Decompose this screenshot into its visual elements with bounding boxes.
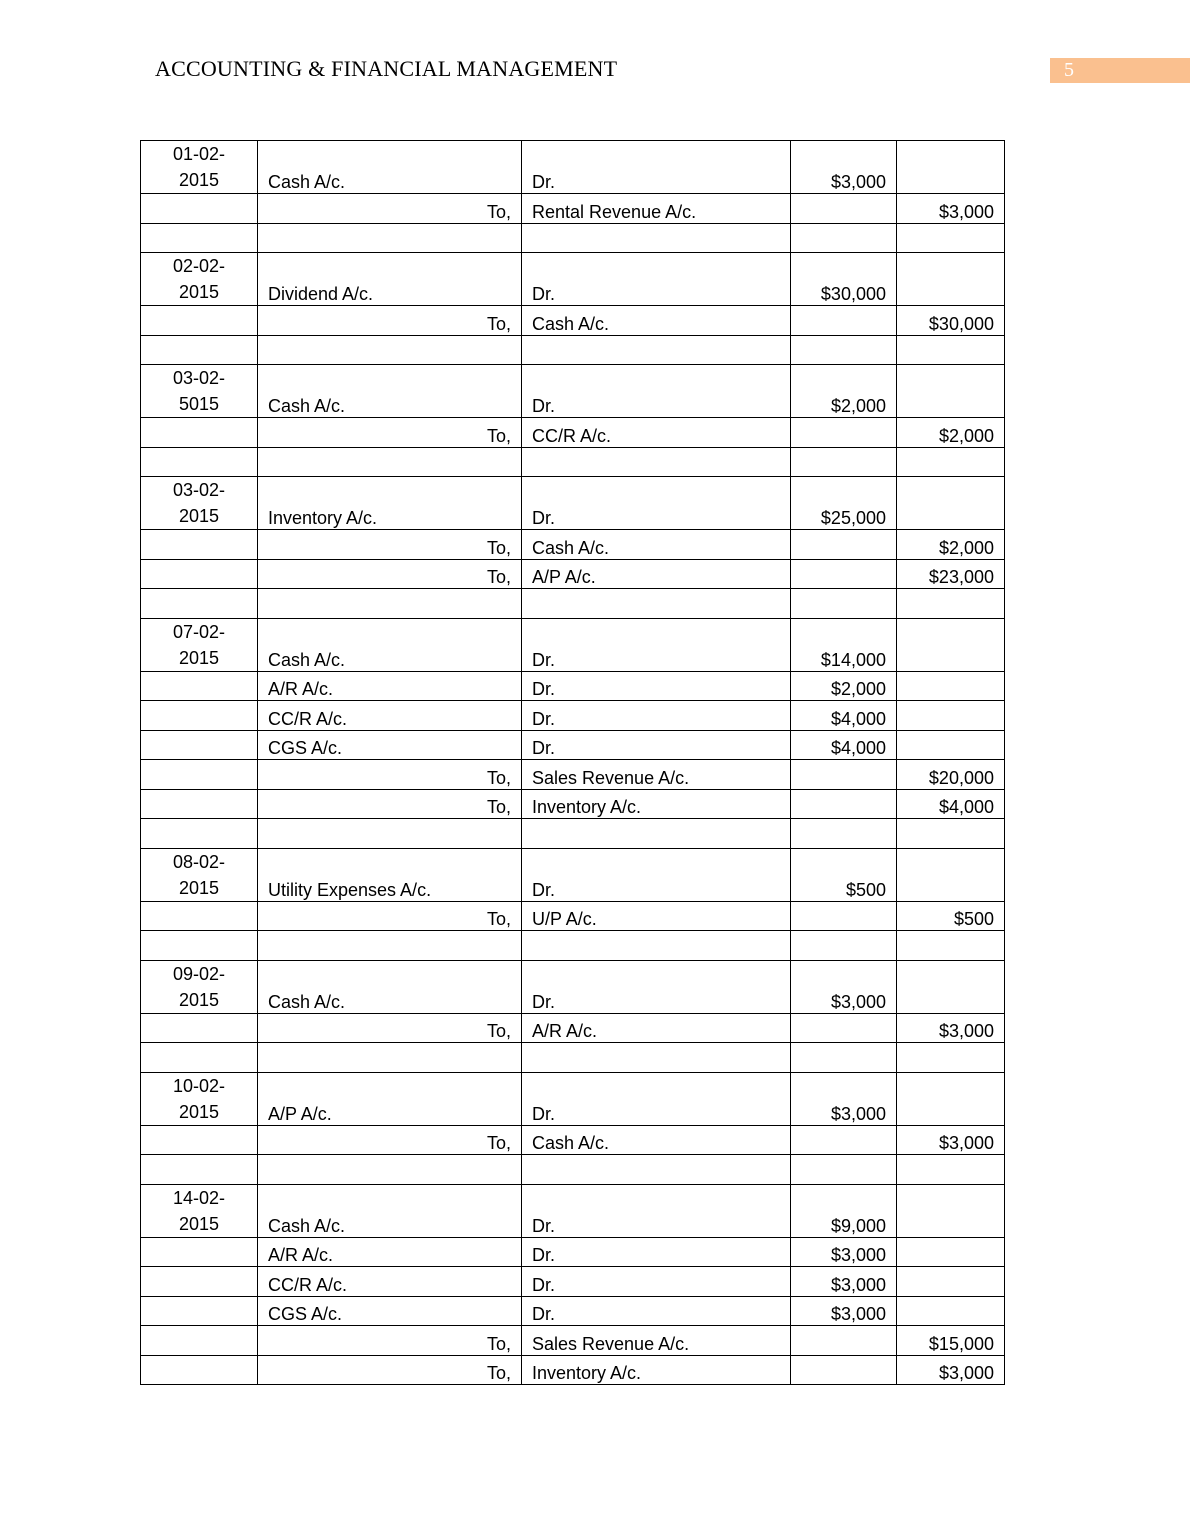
particular-cell: Rental Revenue A/c.	[522, 194, 791, 224]
journal-row	[141, 141, 1005, 194]
account-cell: Cash A/c.	[258, 618, 522, 671]
entry-date-line1: 08-02-	[172, 851, 226, 872]
account-cell: To,	[258, 559, 522, 589]
debit-cell	[791, 1125, 897, 1155]
journal-row	[141, 760, 1005, 790]
journal-row	[141, 1125, 1005, 1155]
particular-cell	[522, 589, 791, 619]
particular-cell: Cash A/c.	[522, 306, 791, 336]
account-cell	[258, 819, 522, 849]
entry-date-cell	[141, 223, 258, 253]
debit-cell	[791, 1155, 897, 1185]
debit-cell: $30,000	[791, 253, 897, 306]
particular-cell: Dr.	[522, 365, 791, 418]
journal-row	[141, 1237, 1005, 1267]
entry-date-cell	[141, 589, 258, 619]
particular-cell: Dr.	[522, 1072, 791, 1125]
particular-cell	[522, 819, 791, 849]
account-cell: Inventory A/c.	[258, 477, 522, 530]
debit-cell	[791, 789, 897, 819]
entry-date-cell	[141, 306, 258, 336]
entry-date-cell	[141, 848, 258, 901]
particular-cell: Cash A/c.	[522, 1125, 791, 1155]
debit-cell: $25,000	[791, 477, 897, 530]
debit-cell: $500	[791, 848, 897, 901]
account-cell: To,	[258, 194, 522, 224]
credit-cell	[897, 618, 1005, 671]
entry-date-cell	[141, 1013, 258, 1043]
journal-row	[141, 1043, 1005, 1073]
entry-date-line2: 2015	[178, 1213, 220, 1234]
journal-entries-table	[140, 140, 1005, 1385]
credit-cell: $3,000	[897, 1355, 1005, 1385]
account-cell	[258, 223, 522, 253]
debit-cell	[791, 931, 897, 961]
credit-cell	[897, 960, 1005, 1013]
credit-cell	[897, 447, 1005, 477]
journal-row	[141, 1296, 1005, 1326]
debit-cell	[791, 530, 897, 560]
entry-date-cell	[141, 1125, 258, 1155]
particular-cell: Dr.	[522, 671, 791, 701]
journal-row	[141, 477, 1005, 530]
particular-cell: Dr.	[522, 253, 791, 306]
entry-date-line2: 2015	[178, 170, 220, 190]
particular-cell	[522, 447, 791, 477]
journal-row	[141, 253, 1005, 306]
journal-row	[141, 618, 1005, 671]
account-cell: To,	[258, 1355, 522, 1385]
account-cell: CGS A/c.	[258, 1296, 522, 1326]
entry-date-line1: 10-02-	[172, 1075, 226, 1096]
debit-cell: $3,000	[791, 1237, 897, 1267]
entry-date-cell	[141, 1237, 258, 1267]
credit-cell	[897, 671, 1005, 701]
account-cell	[258, 335, 522, 365]
journal-row	[141, 671, 1005, 701]
credit-cell: $4,000	[897, 789, 1005, 819]
debit-cell: $14,000	[791, 618, 897, 671]
entry-date-cell	[141, 447, 258, 477]
entry-date-cell	[141, 1267, 258, 1297]
debit-cell	[791, 194, 897, 224]
particular-cell: Dr.	[522, 848, 791, 901]
debit-cell	[791, 760, 897, 790]
account-cell: CGS A/c.	[258, 730, 522, 760]
particular-cell: Dr.	[522, 960, 791, 1013]
entry-date-cell	[141, 730, 258, 760]
entry-date-cell	[141, 1155, 258, 1185]
particular-cell: Sales Revenue A/c.	[522, 760, 791, 790]
entry-date-cell	[141, 253, 258, 306]
entry-date-cell	[141, 931, 258, 961]
debit-cell	[791, 1355, 897, 1385]
journal-row	[141, 559, 1005, 589]
debit-cell: $2,000	[791, 671, 897, 701]
journal-row	[141, 194, 1005, 224]
particular-cell: CC/R A/c.	[522, 418, 791, 448]
entry-date-line1: 09-02-	[172, 963, 226, 984]
entry-date-cell	[141, 760, 258, 790]
entry-date-cell	[141, 335, 258, 365]
debit-cell	[791, 418, 897, 448]
debit-cell	[791, 819, 897, 849]
journal-row	[141, 701, 1005, 731]
account-cell: Cash A/c.	[258, 365, 522, 418]
entry-date-cell	[141, 819, 258, 849]
particular-cell: A/R A/c.	[522, 1013, 791, 1043]
particular-cell	[522, 1155, 791, 1185]
journal-row	[141, 530, 1005, 560]
particular-cell: Dr.	[522, 477, 791, 530]
entry-date-cell	[141, 1296, 258, 1326]
journal-body	[141, 141, 1005, 1385]
journal-row	[141, 335, 1005, 365]
credit-cell: $20,000	[897, 760, 1005, 790]
credit-cell	[897, 223, 1005, 253]
account-cell: Cash A/c.	[258, 960, 522, 1013]
journal-row	[141, 418, 1005, 448]
particular-cell	[522, 931, 791, 961]
account-cell: To,	[258, 418, 522, 448]
particular-cell: Inventory A/c.	[522, 789, 791, 819]
entry-date-cell	[141, 1326, 258, 1356]
debit-cell	[791, 447, 897, 477]
entry-date-cell	[141, 418, 258, 448]
account-cell: CC/R A/c.	[258, 1267, 522, 1297]
debit-cell	[791, 1326, 897, 1356]
entry-date-line1: 07-02-	[172, 621, 226, 642]
journal-row	[141, 931, 1005, 961]
particular-cell: Cash A/c.	[522, 530, 791, 560]
entry-date-cell	[141, 671, 258, 701]
journal-row	[141, 1326, 1005, 1356]
account-cell	[258, 931, 522, 961]
credit-cell: $3,000	[897, 194, 1005, 224]
journal-row	[141, 1184, 1005, 1237]
credit-cell	[897, 1043, 1005, 1073]
entry-date-cell	[141, 789, 258, 819]
entry-date-cell	[141, 559, 258, 589]
credit-cell	[897, 819, 1005, 849]
account-cell: To,	[258, 789, 522, 819]
entry-date-line2: 5015	[178, 394, 220, 414]
credit-cell: $23,000	[897, 559, 1005, 589]
debit-cell: $4,000	[791, 730, 897, 760]
particular-cell: A/P A/c.	[522, 559, 791, 589]
account-cell: To,	[258, 1013, 522, 1043]
account-cell: To,	[258, 1125, 522, 1155]
credit-cell: $15,000	[897, 1326, 1005, 1356]
account-cell: Cash A/c.	[258, 1184, 522, 1237]
journal-row	[141, 960, 1005, 1013]
credit-cell	[897, 365, 1005, 418]
account-cell: To,	[258, 530, 522, 560]
entry-date-cell	[141, 1043, 258, 1073]
account-cell: To,	[258, 306, 522, 336]
journal-row	[141, 223, 1005, 253]
account-cell: A/P A/c.	[258, 1072, 522, 1125]
entry-date-line1: 01-02-	[172, 144, 226, 164]
credit-cell: $2,000	[897, 418, 1005, 448]
journal-row	[141, 1072, 1005, 1125]
debit-cell: $3,000	[791, 1267, 897, 1297]
journal-row	[141, 901, 1005, 931]
entry-date-cell	[141, 141, 258, 194]
journal-row	[141, 1355, 1005, 1385]
credit-cell: $2,000	[897, 530, 1005, 560]
entry-date-cell	[141, 701, 258, 731]
debit-cell: $4,000	[791, 701, 897, 731]
debit-cell: $3,000	[791, 960, 897, 1013]
credit-cell	[897, 253, 1005, 306]
entry-date-line1: 02-02-	[172, 256, 226, 276]
journal-row	[141, 789, 1005, 819]
credit-cell: $3,000	[897, 1125, 1005, 1155]
particular-cell: Dr.	[522, 730, 791, 760]
particular-cell: Dr.	[522, 701, 791, 731]
debit-cell: $3,000	[791, 141, 897, 194]
debit-cell	[791, 223, 897, 253]
particular-cell	[522, 1043, 791, 1073]
entry-date-cell	[141, 1072, 258, 1125]
entry-date-cell	[141, 365, 258, 418]
credit-cell	[897, 589, 1005, 619]
entry-date-cell	[141, 1184, 258, 1237]
credit-cell	[897, 1072, 1005, 1125]
particular-cell: Sales Revenue A/c.	[522, 1326, 791, 1356]
entry-date-cell	[141, 901, 258, 931]
account-cell: A/R A/c.	[258, 1237, 522, 1267]
account-cell: A/R A/c.	[258, 671, 522, 701]
particular-cell: Dr.	[522, 1296, 791, 1326]
credit-cell	[897, 1184, 1005, 1237]
entry-date-cell	[141, 477, 258, 530]
debit-cell: $2,000	[791, 365, 897, 418]
journal-row	[141, 819, 1005, 849]
credit-cell	[897, 141, 1005, 194]
credit-cell	[897, 1155, 1005, 1185]
credit-cell: $3,000	[897, 1013, 1005, 1043]
entry-date-line1: 03-02-	[172, 368, 226, 388]
account-cell: To,	[258, 1326, 522, 1356]
page-number-badge: 5	[1050, 58, 1190, 83]
entry-date-line1: 14-02-	[172, 1187, 226, 1208]
account-cell	[258, 1043, 522, 1073]
credit-cell	[897, 335, 1005, 365]
account-cell	[258, 1155, 522, 1185]
particular-cell: Dr.	[522, 1267, 791, 1297]
journal-row	[141, 1267, 1005, 1297]
journal-row	[141, 730, 1005, 760]
entry-date-line2: 2015	[178, 647, 220, 668]
particular-cell: U/P A/c.	[522, 901, 791, 931]
entry-date-line1: 03-02-	[172, 480, 226, 500]
journal-row	[141, 1155, 1005, 1185]
journal-row	[141, 365, 1005, 418]
particular-cell: Dr.	[522, 1184, 791, 1237]
journal-row	[141, 306, 1005, 336]
debit-cell	[791, 306, 897, 336]
debit-cell	[791, 589, 897, 619]
journal-row	[141, 848, 1005, 901]
entry-date-line2: 2015	[178, 1101, 220, 1122]
journal-row	[141, 1013, 1005, 1043]
credit-cell	[897, 1267, 1005, 1297]
account-cell: To,	[258, 760, 522, 790]
entry-date-line2: 2015	[178, 506, 220, 526]
credit-cell	[897, 477, 1005, 530]
particular-cell: Dr.	[522, 618, 791, 671]
entry-date-line2: 2015	[178, 282, 220, 302]
debit-cell	[791, 559, 897, 589]
particular-cell	[522, 223, 791, 253]
particular-cell	[522, 335, 791, 365]
entry-date-cell	[141, 960, 258, 1013]
credit-cell	[897, 1237, 1005, 1267]
credit-cell: $500	[897, 901, 1005, 931]
entry-date-cell	[141, 530, 258, 560]
account-cell	[258, 589, 522, 619]
particular-cell: Dr.	[522, 141, 791, 194]
entry-date-line2: 2015	[178, 989, 220, 1010]
entry-date-cell	[141, 1355, 258, 1385]
account-cell: Utility Expenses A/c.	[258, 848, 522, 901]
credit-cell	[897, 848, 1005, 901]
account-cell: Dividend A/c.	[258, 253, 522, 306]
debit-cell: $9,000	[791, 1184, 897, 1237]
account-cell: Cash A/c.	[258, 141, 522, 194]
credit-cell	[897, 701, 1005, 731]
entry-date-line2: 2015	[178, 877, 220, 898]
journal-row	[141, 589, 1005, 619]
document-header-title: ACCOUNTING & FINANCIAL MANAGEMENT	[155, 56, 618, 81]
journal-row	[141, 447, 1005, 477]
credit-cell	[897, 1296, 1005, 1326]
account-cell: To,	[258, 901, 522, 931]
debit-cell: $3,000	[791, 1072, 897, 1125]
entry-date-cell	[141, 194, 258, 224]
debit-cell	[791, 1043, 897, 1073]
account-cell: CC/R A/c.	[258, 701, 522, 731]
entry-date-cell	[141, 618, 258, 671]
debit-cell: $3,000	[791, 1296, 897, 1326]
credit-cell	[897, 931, 1005, 961]
particular-cell: Inventory A/c.	[522, 1355, 791, 1385]
debit-cell	[791, 335, 897, 365]
credit-cell: $30,000	[897, 306, 1005, 336]
credit-cell	[897, 730, 1005, 760]
debit-cell	[791, 1013, 897, 1043]
account-cell	[258, 447, 522, 477]
debit-cell	[791, 901, 897, 931]
particular-cell: Dr.	[522, 1237, 791, 1267]
